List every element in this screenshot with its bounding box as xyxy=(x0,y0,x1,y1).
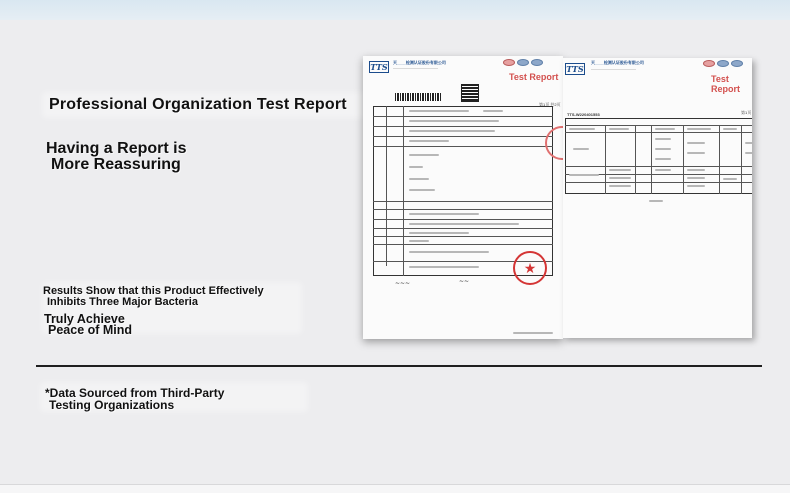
page-number: 第1页 共2页 xyxy=(539,102,561,107)
results-line-2: Inhibits Three Major Bacteria xyxy=(47,296,198,308)
signature: ~~ xyxy=(459,278,470,285)
official-stamp: ★ xyxy=(513,251,547,285)
accreditation-icons xyxy=(503,59,543,66)
accreditation-icons xyxy=(703,60,743,67)
ilac-mra-icon xyxy=(503,59,515,66)
subtitle-line-1: Having a Report is xyxy=(46,140,187,157)
tts-logo: TTS xyxy=(566,64,584,74)
results-line-1: Results Show that this Product Effectively xyxy=(43,285,264,297)
org-name-text: 天____检测认证股份有限公司 xyxy=(591,60,644,65)
top-band xyxy=(0,0,790,20)
org-subtitle-text: ——————————————— xyxy=(393,66,438,70)
ilac-mra-icon xyxy=(703,60,715,67)
org-name-text: 天____检测认证股份有限公司 xyxy=(393,60,446,65)
test-report-page-2 xyxy=(563,58,752,338)
cnas-icon xyxy=(717,60,729,67)
cma-icon xyxy=(531,59,543,66)
org-subtitle-text: ——————————————— xyxy=(591,67,636,71)
cnas-icon xyxy=(517,59,529,66)
cma-icon xyxy=(731,60,743,67)
page-title: Professional Organization Test Report xyxy=(49,96,347,113)
report-number: TTS-W220401553 xyxy=(567,112,600,117)
footnote-line-2: Testing Organizations xyxy=(49,398,175,412)
test-report-badge: Test Report xyxy=(711,74,740,94)
section-divider xyxy=(36,365,762,367)
signature: ~~~ xyxy=(395,280,411,287)
tts-logo: TTS xyxy=(370,62,388,72)
test-report-badge: Test Report xyxy=(509,72,559,82)
test-report-page-1 xyxy=(363,56,563,339)
page-number: 第1页 xyxy=(741,110,752,115)
bottom-band xyxy=(0,484,790,493)
qr-code xyxy=(461,84,479,102)
subtitle-line-2: More Reassuring xyxy=(51,156,181,173)
footnote-line-1: *Data Sourced from Third-Party xyxy=(45,386,225,400)
results-line-3: Truly Achieve xyxy=(44,312,125,326)
results-line-4: Peace of Mind xyxy=(48,323,133,337)
barcode xyxy=(395,93,441,101)
